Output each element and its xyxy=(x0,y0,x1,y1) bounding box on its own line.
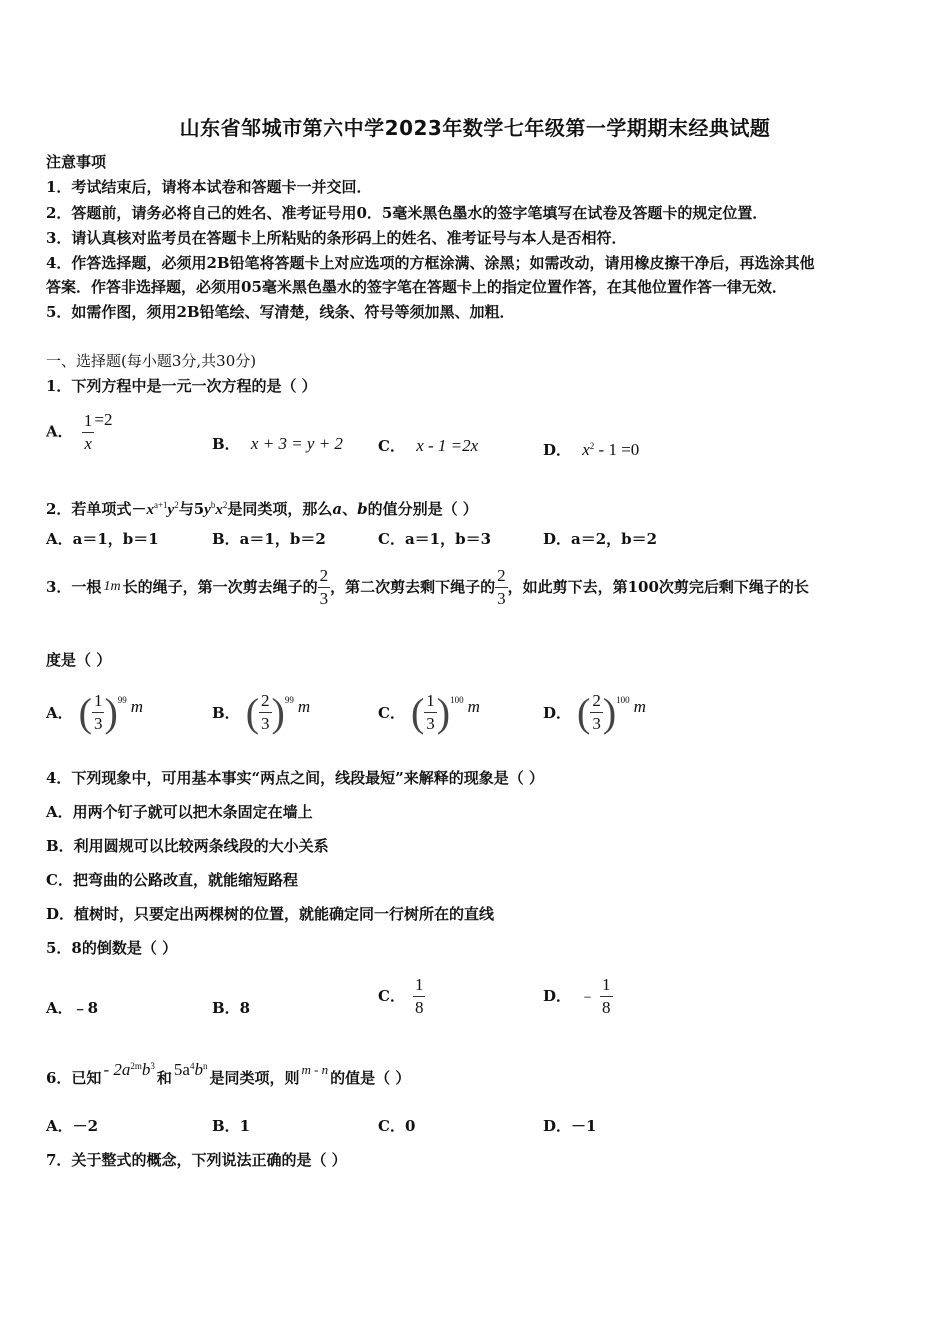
section-heading: 一、选择题(每小题3分,共30分) xyxy=(46,352,257,370)
q1-a-label: A． xyxy=(46,422,73,441)
q5-stem: 5．8的倒数是（ ） xyxy=(46,939,178,957)
q3-stem: 3．一根 1m 长的绳子，第一次剪去绳子的 $\frac{2}{3}$ ，第二次剪去剩下绳子的 $\frac{2}{3}$ ，如此剪下去，第100次剪完后剩下绳子的长 xyxy=(46,565,809,608)
q5-option-a[interactable]: A．﹣8 xyxy=(46,999,99,1017)
q4-option-c[interactable]: C．把弯曲的公路改直，就能缩短路程 xyxy=(46,871,298,889)
q6-option-c[interactable]: C．0 xyxy=(378,1117,416,1135)
q4-option-b[interactable]: B．利用圆规可以比较两条线段的大小关系 xyxy=(46,837,329,855)
page-title: 山东省邹城市第六中学2023年数学七年级第一学期期末经典试题 xyxy=(179,116,771,140)
q3-fraction-1: $\frac{2}{3}$ xyxy=(319,565,329,608)
q3-option-a[interactable]: A． ( $\frac{1}{3}$ ) 99 m xyxy=(46,689,144,735)
notice-item-2: 2．答题前，请务必将自己的姓名、准考证号用0．5毫米黑色墨水的签字笔填写在试卷及答题卡的规定位置． xyxy=(46,204,768,222)
q4-stem: 4．下列现象中，可用基本事实“两点之间，线段最短”来解释的现象是（ ） xyxy=(46,769,544,787)
q3-option-c[interactable]: C． ( $\frac{1}{3}$ ) 100 m xyxy=(378,689,480,735)
q6-stem: 6．已知 - $2a^{2m}b^3$ 和 $5a^4b^n$ 是同类项，则 m - n 的值是（ ） xyxy=(46,1060,411,1087)
notice-item-4-cont: 答案．作答非选择题，必须用05毫米黑色墨水的签字笔在答题卡上的指定位置作答，在其他位置作答一律无效． xyxy=(46,278,787,296)
q2-option-c[interactable]: C．a＝1，b＝3 xyxy=(378,530,492,548)
q5-option-b[interactable]: B．8 xyxy=(212,999,251,1017)
q6-option-a[interactable]: A．－2 xyxy=(46,1117,99,1135)
q1-b-expr: x + 3 = y + 2 xyxy=(250,434,343,453)
q1-c-expr: x - 1 =2x xyxy=(416,436,479,455)
notice-heading: 注意事项 xyxy=(46,153,107,171)
q3-option-d[interactable]: D． ( $\frac{2}{3}$ ) 100 m xyxy=(543,689,646,735)
q6-option-d[interactable]: D．－1 xyxy=(543,1117,597,1135)
q4-option-d[interactable]: D．植树时，只要定出两棵树的位置，就能确定同一行树所在的直线 xyxy=(46,905,495,923)
q3-option-b[interactable]: B． ( $\frac{2}{3}$ ) 99 m xyxy=(212,689,311,735)
q3-fraction-2: $\frac{2}{3}$ xyxy=(497,565,506,608)
notice-item-3: 3．请认真核对监考员在答题卡上所粘贴的条形码上的姓名、准考证号与本人是否相符． xyxy=(46,229,627,247)
q5-option-c[interactable]: C． $\frac{1}{8}$ xyxy=(378,974,424,1017)
q1-option-a[interactable]: A． $\frac{1}{x}$ =2 xyxy=(46,409,113,453)
q1-a-fraction: $\frac{1}{x}$ xyxy=(83,411,93,453)
q2-option-a[interactable]: A．a＝1，b＝1 xyxy=(46,530,159,548)
q2-option-b[interactable]: B．a＝1，b＝2 xyxy=(212,530,326,548)
q2-stem: 2．若单项式$-x^{a+1}y^2$与$5y^bx^2$是同类项，那么a、b的值分别是（ ） xyxy=(46,500,478,518)
q2-option-d[interactable]: D．a＝2，b＝2 xyxy=(543,530,658,548)
notice-item-5: 5．如需作图，须用2B铅笔绘、写清楚，线条、符号等须加黑、加粗． xyxy=(46,303,515,321)
q3-stem-cont: 度是（ ） xyxy=(46,651,112,669)
q1-option-c[interactable]: C． x - 1 =2x xyxy=(378,436,479,455)
q1-option-b[interactable]: B． x + 3 = y + 2 xyxy=(212,434,343,453)
q1-option-d[interactable]: D． $x^2 - 1 =0$ xyxy=(543,440,640,459)
q5-option-d[interactable]: D． ﹣ $\frac{1}{8}$ xyxy=(543,974,611,1017)
q1-stem: 1．下列方程中是一元一次方程的是（ ） xyxy=(46,377,317,395)
q7-stem: 7．关于整式的概念，下列说法正确的是（ ） xyxy=(46,1151,347,1169)
notice-item-1: 1．考试结束后，请将本试卷和答题卡一并交回． xyxy=(46,178,372,196)
q4-option-a[interactable]: A．用两个钉子就可以把木条固定在墙上 xyxy=(46,803,313,821)
notice-item-4: 4．作答选择题，必须用2B铅笔将答题卡上对应选项的方框涂满、涂黑；如需改动，请用橡皮擦干净后，再选涂其他 xyxy=(46,254,815,272)
q6-option-b[interactable]: B．1 xyxy=(212,1117,251,1135)
